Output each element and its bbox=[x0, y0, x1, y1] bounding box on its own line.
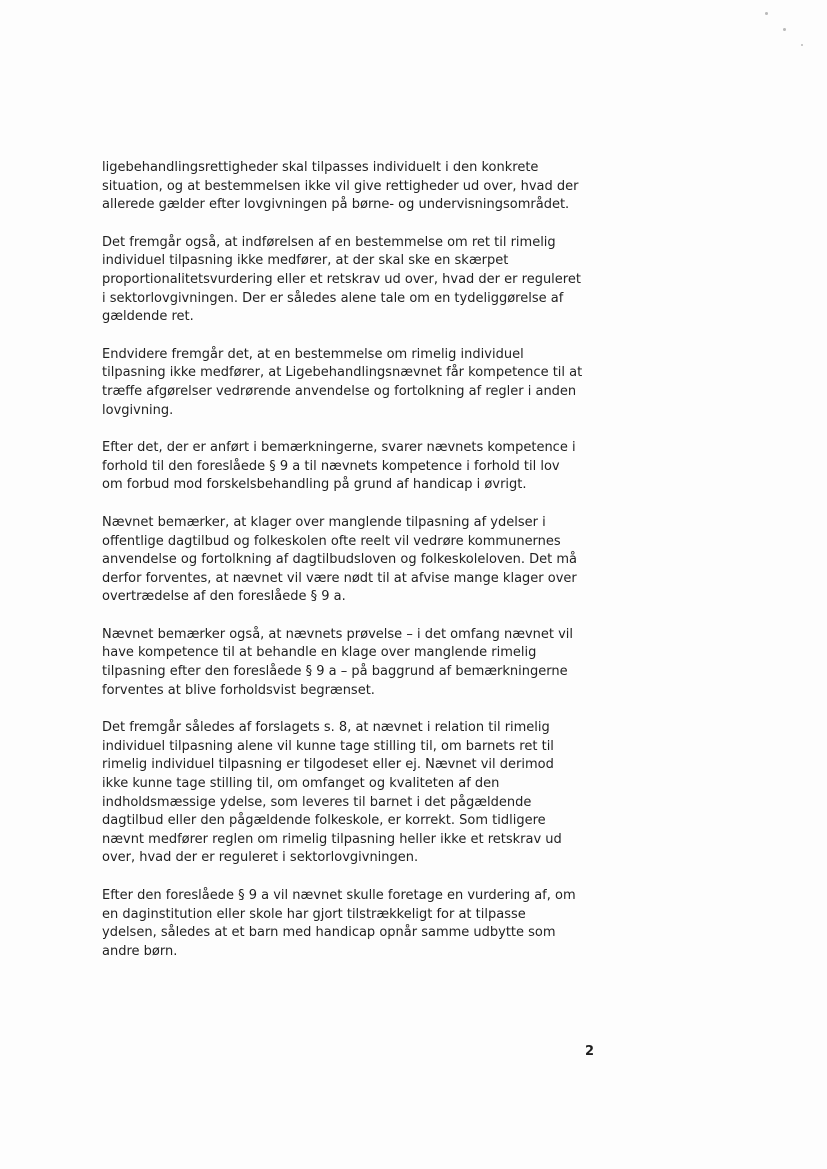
text-line: offentlige dagtilbud og folkeskolen ofte reelt vil vedrøre kommunernes bbox=[102, 533, 561, 549]
text-line: individuel tilpasning ikke medfører, at der skal ske en skærpet bbox=[102, 253, 509, 269]
paragraph-1 bbox=[102, 159, 602, 215]
text-line: ligebehandlingsrettigheder skal tilpasses individuelt i den konkrete bbox=[102, 160, 539, 175]
text-line: proportionalitetsvurdering eller et retskrav ud over, hvad der er reguleret bbox=[102, 271, 581, 287]
paragraph-8 bbox=[102, 887, 602, 961]
text-line: tilpasning efter den foreslåede § 9 a – på baggrund af bemærkningerne bbox=[102, 664, 568, 680]
scan-speck bbox=[801, 44, 803, 46]
text-line: ikke kunne tage stilling til, om omfanget og kvaliteten af den bbox=[102, 776, 500, 792]
text-line: lovgivning. bbox=[102, 402, 174, 418]
paragraph-2 bbox=[102, 234, 602, 327]
text-line: anvendelse og fortolkning af dagtilbudsloven og folkeskoleloven. Det må bbox=[102, 552, 577, 568]
scan-speck bbox=[765, 12, 768, 15]
paragraph-3 bbox=[102, 346, 602, 420]
text-line: forhold til den foreslåede § 9 a til nævnets kompetence i forhold til lov bbox=[102, 458, 560, 474]
text-line: rimelig individuel tilpasning er tilgodeset eller ej. Nævnet vil derimod bbox=[102, 757, 554, 773]
text-line: situation, og at bestemmelsen ikke vil give rettigheder ud over, hvad der bbox=[102, 178, 579, 194]
text-line: Det fremgår således af forslagets s. 8, at nævnet i relation til rimelig bbox=[102, 720, 550, 736]
text-line: overtrædelse af den foreslåede § 9 a. bbox=[102, 589, 346, 605]
text-line: Nævnet bemærker også, at nævnets prøvelse – i det omfang nævnet vil bbox=[102, 626, 574, 642]
text-line: over, hvad der er reguleret i sektorlovgivningen. bbox=[102, 850, 419, 866]
text-line: dagtilbud eller den pågældende folkeskole, er korrekt. Som tidligere bbox=[102, 813, 546, 829]
text-line: Endvidere fremgår det, at en bestemmelse om rimelig individuel bbox=[102, 346, 524, 362]
text-line: tilpasning ikke medfører, at Ligebehandlingsnævnet får kompetence til at bbox=[102, 365, 583, 381]
text-line: andre børn. bbox=[102, 943, 178, 959]
paragraph-4 bbox=[102, 439, 602, 495]
paragraph-7 bbox=[102, 719, 602, 868]
text-line: Det fremgår også, at indførelsen af en bestemmelse om ret til rimelig bbox=[102, 234, 556, 250]
page-number: 2 bbox=[585, 1044, 595, 1059]
text-line: gældende ret. bbox=[102, 309, 194, 325]
text-line: ydelsen, således at et barn med handicap opnår samme udbytte som bbox=[102, 925, 556, 941]
document-body bbox=[102, 159, 602, 980]
paragraph-6 bbox=[102, 626, 602, 700]
text-line: en daginstitution eller skole har gjort tilstrækkeligt for at tilpasse bbox=[102, 906, 526, 922]
text-line: derfor forventes, at nævnet vil være nødt til at afvise mange klager over bbox=[102, 570, 577, 586]
text-line: om forbud mod forskelsbehandling på grund af handicap i øvrigt. bbox=[102, 477, 527, 493]
text-line: Nævnet bemærker, at klager over manglende tilpasning af ydelser i bbox=[102, 514, 546, 530]
text-line: individuel tilpasning alene vil kunne tage stilling til, om barnets ret til bbox=[102, 738, 554, 754]
text-line: forventes at blive forholdsvist begrænset. bbox=[102, 682, 375, 698]
paragraph-5 bbox=[102, 514, 602, 607]
text-line: Efter det, der er anført i bemærkningerne, svarer nævnets kompetence i bbox=[102, 440, 576, 456]
scan-speck bbox=[783, 28, 786, 31]
text-line: Efter den foreslåede § 9 a vil nævnet skulle foretage en vurdering af, om bbox=[102, 888, 576, 903]
text-line: allerede gælder efter lovgivningen på børne- og undervisningsområdet. bbox=[102, 197, 570, 213]
text-line: indholdsmæssige ydelse, som leveres til barnet i det pågældende bbox=[102, 794, 532, 810]
text-line: i sektorlovgivningen. Der er således alene tale om en tydeliggørelse af bbox=[102, 290, 564, 306]
text-line: nævnt medfører reglen om rimelig tilpasning heller ikke et retskrav ud bbox=[102, 831, 562, 847]
text-line: have kompetence til at behandle en klage over manglende rimelig bbox=[102, 645, 537, 661]
text-line: træffe afgørelser vedrørende anvendelse og fortolkning af regler i anden bbox=[102, 383, 577, 399]
